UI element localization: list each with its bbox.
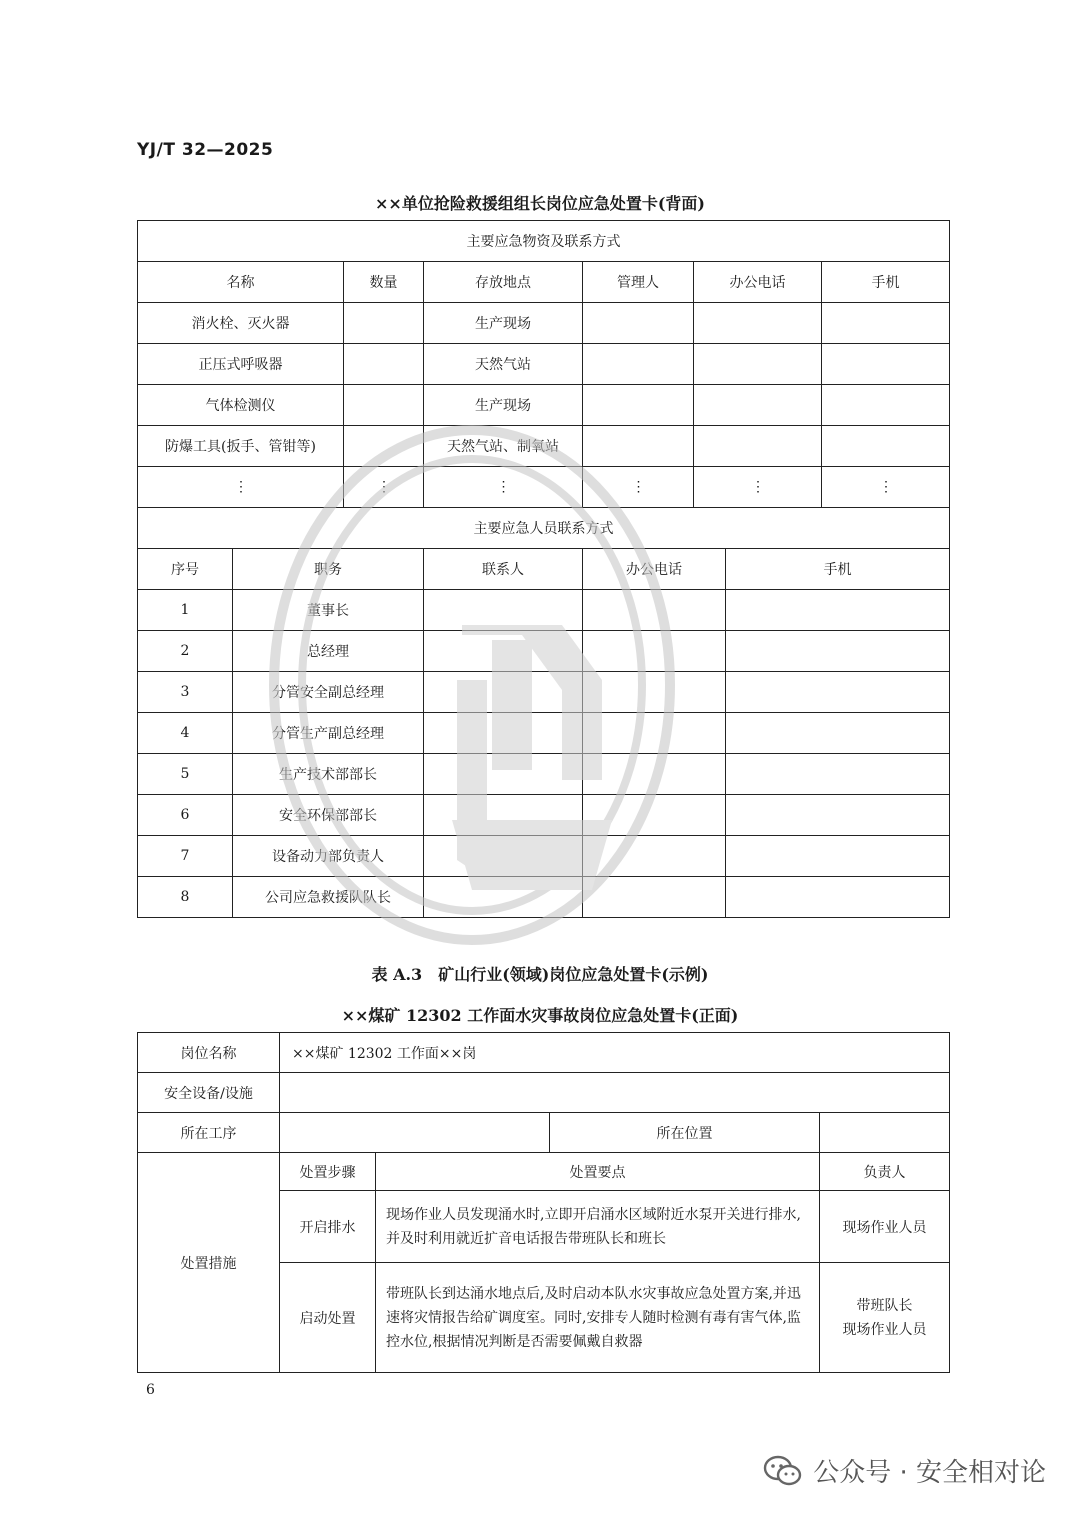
post-name-value: ××煤矿 12302 工作面××岗 xyxy=(280,1033,950,1073)
table-cell xyxy=(424,631,583,672)
table-cell xyxy=(822,426,950,467)
ellipsis-cell: ⋮ xyxy=(344,467,424,508)
column-header: 职务 xyxy=(233,549,424,590)
column-header: 名称 xyxy=(138,262,344,303)
table-cell xyxy=(726,713,950,754)
ellipsis-cell: ⋮ xyxy=(424,467,583,508)
table-cell: 生产现场 xyxy=(424,303,583,344)
table-cell xyxy=(583,795,726,836)
table-cell: 正压式呼吸器 xyxy=(138,344,344,385)
table-cell xyxy=(424,877,583,918)
step-name: 开启排水 xyxy=(280,1191,376,1263)
table-cell xyxy=(424,836,583,877)
table-cell xyxy=(583,590,726,631)
step-owner: 现场作业人员 xyxy=(820,1191,950,1263)
watermark-text: 公众号 · 安全相对论 xyxy=(813,1458,1046,1488)
table-row xyxy=(138,590,950,631)
table-cell xyxy=(726,631,950,672)
column-header: 处置步骤 xyxy=(280,1153,376,1191)
table-row xyxy=(138,836,950,877)
table-cell: 7 xyxy=(138,836,233,877)
table-cell xyxy=(583,713,726,754)
table-a3-caption: 表 A.3 矿山行业(领域)岗位应急处置卡(示例) xyxy=(371,965,709,984)
table-cell: 1 xyxy=(138,590,233,631)
table-cell: 生产技术部部长 xyxy=(233,754,424,795)
table-cell: 天然气站、制氧站 xyxy=(424,426,583,467)
step-points: 现场作业人员发现涌水时,立即开启涌水区域附近水泵开关进行排水,并及时利用就近扩音电话报告带班队长和班长 xyxy=(376,1191,820,1263)
table-cell xyxy=(583,631,726,672)
measures-label: 处置措施 xyxy=(138,1153,280,1373)
table-cell: 4 xyxy=(138,713,233,754)
card1-title: ××单位抢险救援组组长岗位应急处置卡(背面) xyxy=(375,194,705,213)
table-cell xyxy=(583,754,726,795)
standard-code: YJ/T 32—2025 xyxy=(137,140,274,160)
materials-section-header: 主要应急物资及联系方式 xyxy=(138,221,950,262)
table-row xyxy=(138,877,950,918)
table-cell xyxy=(694,303,822,344)
table-row xyxy=(138,713,950,754)
table-cell xyxy=(583,385,694,426)
table-cell xyxy=(822,303,950,344)
table-row xyxy=(138,467,950,508)
column-header: 负责人 xyxy=(820,1153,950,1191)
table-cell: 董事长 xyxy=(233,590,424,631)
table-cell: 8 xyxy=(138,877,233,918)
column-header: 处置要点 xyxy=(376,1153,820,1191)
table-cell: 2 xyxy=(138,631,233,672)
column-header: 手机 xyxy=(726,549,950,590)
process-label: 所在工序 xyxy=(138,1113,280,1153)
table-cell: 6 xyxy=(138,795,233,836)
table-cell xyxy=(424,672,583,713)
card2-title: ××煤矿 12302 工作面水灾事故岗位应急处置卡(正面) xyxy=(341,1006,739,1025)
post-emergency-card-table xyxy=(137,1032,950,1373)
table-cell xyxy=(726,672,950,713)
table-cell xyxy=(694,385,822,426)
table-cell xyxy=(694,344,822,385)
table-cell: 公司应急救援队队长 xyxy=(233,877,424,918)
table-cell xyxy=(424,713,583,754)
table-row xyxy=(138,426,950,467)
column-header: 序号 xyxy=(138,549,233,590)
wechat-icon xyxy=(763,1455,803,1487)
table-cell: 3 xyxy=(138,672,233,713)
table-row xyxy=(138,631,950,672)
table-row xyxy=(138,385,950,426)
table-cell: 分管生产副总经理 xyxy=(233,713,424,754)
table-row xyxy=(138,303,950,344)
emergency-contacts-table xyxy=(137,220,950,918)
column-header: 联系人 xyxy=(424,549,583,590)
table-cell: 安全环保部部长 xyxy=(233,795,424,836)
personnel-header-row xyxy=(138,549,950,590)
table-cell xyxy=(726,590,950,631)
column-header: 手机 xyxy=(822,262,950,303)
table-cell xyxy=(344,385,424,426)
equipment-label: 安全设备/设施 xyxy=(138,1073,280,1113)
table-cell: 生产现场 xyxy=(424,385,583,426)
ellipsis-cell: ⋮ xyxy=(694,467,822,508)
table-row xyxy=(138,344,950,385)
table-row xyxy=(138,795,950,836)
table-cell xyxy=(424,590,583,631)
column-header: 管理人 xyxy=(583,262,694,303)
ellipsis-cell: ⋮ xyxy=(822,467,950,508)
step-owner-line: 现场作业人员 xyxy=(842,1321,927,1338)
ellipsis-cell: ⋮ xyxy=(138,467,344,508)
process-value xyxy=(280,1113,550,1153)
table-cell: 天然气站 xyxy=(424,344,583,385)
table-cell: 设备动力部负责人 xyxy=(233,836,424,877)
table-cell: 5 xyxy=(138,754,233,795)
post-name-label: 岗位名称 xyxy=(138,1033,280,1073)
ellipsis-cell: ⋮ xyxy=(583,467,694,508)
table-cell xyxy=(822,385,950,426)
table-row xyxy=(138,754,950,795)
table-cell xyxy=(583,836,726,877)
table-cell xyxy=(583,303,694,344)
table-cell: 分管安全副总经理 xyxy=(233,672,424,713)
table-cell: 总经理 xyxy=(233,631,424,672)
location-label: 所在位置 xyxy=(550,1113,820,1153)
table-cell xyxy=(822,344,950,385)
table-cell xyxy=(424,795,583,836)
table-cell xyxy=(726,877,950,918)
equipment-value xyxy=(280,1073,950,1113)
materials-header-row xyxy=(138,262,950,303)
page-number: 6 xyxy=(146,1382,155,1398)
table-cell xyxy=(726,836,950,877)
step-owner xyxy=(820,1263,950,1373)
table-cell xyxy=(344,344,424,385)
table-cell: 气体检测仪 xyxy=(138,385,344,426)
column-header: 数量 xyxy=(344,262,424,303)
column-header: 办公电话 xyxy=(583,549,726,590)
column-header: 存放地点 xyxy=(424,262,583,303)
table-cell xyxy=(583,426,694,467)
table-cell xyxy=(344,303,424,344)
table-cell xyxy=(694,426,822,467)
step-name: 启动处置 xyxy=(280,1263,376,1373)
table-cell xyxy=(583,877,726,918)
step-points: 带班队长到达涌水地点后,及时启动本队水灾事故应急处置方案,并迅速将灾情报告给矿调度室。同时,安排专人随时检测有毒有害气体,监控水位,根据情况判断是否需要佩戴自救器 xyxy=(376,1263,820,1373)
table-cell xyxy=(726,795,950,836)
table-cell: 防爆工具(扳手、管钳等) xyxy=(138,426,344,467)
table-cell xyxy=(424,754,583,795)
step-owner-line: 带班队长 xyxy=(856,1297,913,1314)
table-cell xyxy=(344,426,424,467)
table-cell xyxy=(726,754,950,795)
column-header: 办公电话 xyxy=(694,262,822,303)
table-cell xyxy=(583,344,694,385)
table-row xyxy=(138,672,950,713)
watermark xyxy=(763,1452,1046,1489)
location-value xyxy=(820,1113,950,1153)
table-cell: 消火栓、灭火器 xyxy=(138,303,344,344)
table-cell xyxy=(583,672,726,713)
personnel-section-header: 主要应急人员联系方式 xyxy=(138,508,950,549)
